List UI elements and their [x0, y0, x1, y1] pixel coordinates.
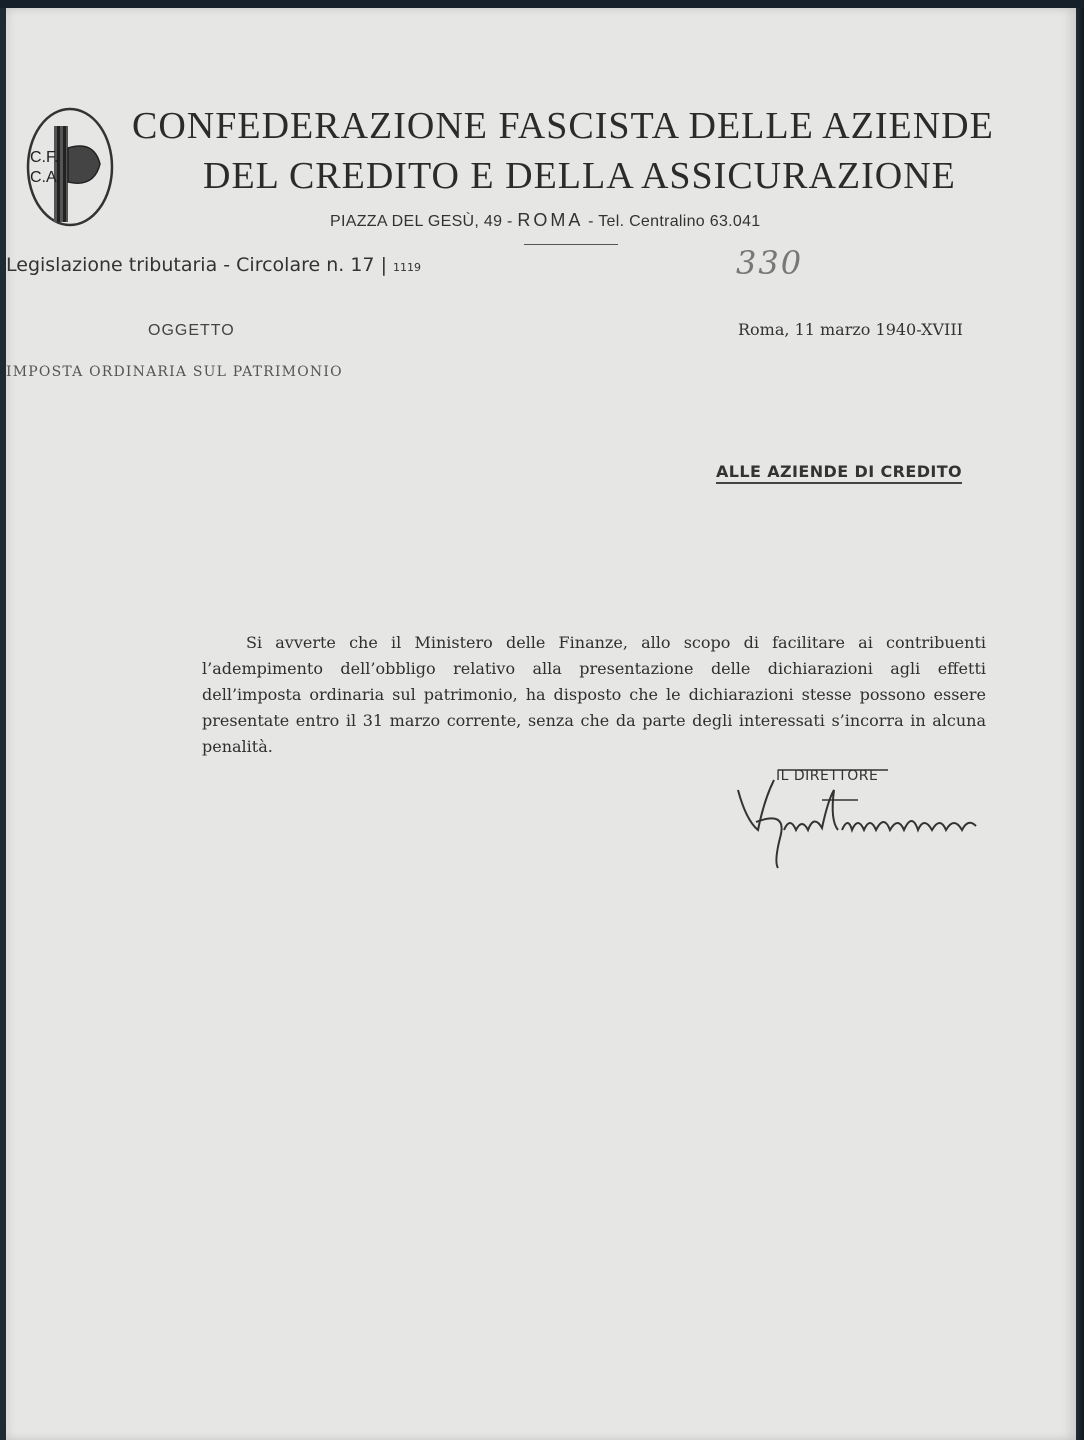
scan-top-edge	[0, 0, 1084, 8]
address-city: ROMA	[517, 210, 584, 230]
circular-label: Legislazione tributaria - Circolare n. 17	[6, 254, 375, 276]
document-page	[6, 8, 1076, 1440]
header-divider	[524, 244, 618, 245]
scan-right-edge	[1076, 8, 1084, 1440]
document-date: Roma, 11 marzo 1940-XVIII	[738, 320, 963, 339]
organization-name-line1: CONFEDERAZIONE FASCISTA DELLE AZIENDE	[132, 105, 994, 147]
recipient-line: ALLE AZIENDE DI CREDITO	[716, 462, 962, 484]
svg-text:C.F.: C.F.	[30, 149, 59, 166]
organization-address	[330, 210, 761, 231]
circular-number-suffix: 1119	[393, 261, 422, 274]
subject-label: OGGETTO	[148, 322, 235, 339]
svg-text:C.A.: C.A.	[30, 169, 62, 186]
subject-text: IMPOSTA ORDINARIA SUL PATRIMONIO	[6, 364, 343, 380]
confederation-logo-icon	[24, 104, 116, 230]
director-title: IL DIRETTORE	[776, 768, 879, 784]
address-street: PIAZZA DEL GESÙ, 49 -	[330, 213, 518, 230]
handwritten-number: 330	[736, 244, 804, 282]
body-paragraph: Si avverte che il Ministero delle Finanze, allo scopo di facilitare ai contribuenti l’adempimento dell’obbligo relativo alla presentazione delle dichiarazioni agli effetti dell’imposta ordinaria sul patrimonio, ha disposto che le dichiarazioni stesse possono essere presentate entro il 31 marzo corrente, senza che da parte degli interessati s’incorra in alcuna penalità.	[202, 633, 986, 756]
organization-name-line2: DEL CREDITO E DELLA ASSICURAZIONE	[203, 155, 956, 197]
circular-reference	[6, 254, 421, 276]
circular-separator: |	[380, 254, 387, 276]
director-signature-icon	[718, 760, 994, 870]
address-phone: - Tel. Centralino 63.041	[583, 213, 761, 230]
